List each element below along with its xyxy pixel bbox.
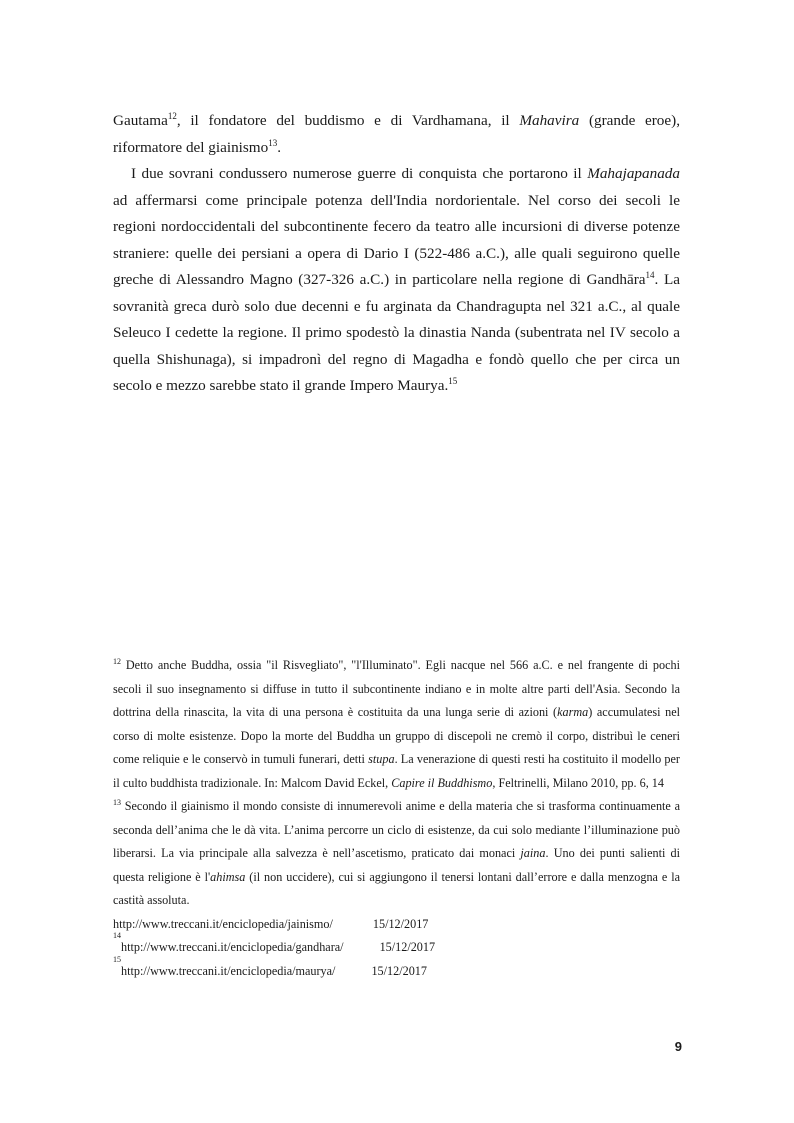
text-run: . La sovranità greca durò solo due decenni e fu arginata da Chandragupta nel 321 a.C., al quale Seleuco I cedette la regione. Il primo spodestò la dinastia Nanda (subentrata nel IV secolo a quella Shishunaga), si impadronì del regno di Magadha e fondò quello che per circa un secolo e mezzo sarebbe stato il grande Impero Maurya.	[113, 271, 680, 394]
footnote-number: 14	[113, 931, 121, 940]
footnote-text: . La venerazione di questi resti ha costituito il modello per il culto buddhista tradizionale. In: Malcom David Eckel,	[113, 752, 680, 790]
footnote-number: 15	[113, 954, 121, 964]
footnote-14	[113, 931, 680, 960]
footnote-ref-12[interactable]: 12	[167, 111, 177, 121]
footnote-ref-13[interactable]: 13	[268, 137, 278, 148]
footnote-13	[113, 795, 680, 913]
source-url[interactable]: http://www.treccani.it/enciclopedia/gandhara/	[121, 940, 344, 954]
footnote-number: 13	[113, 798, 121, 807]
main-text	[113, 108, 680, 400]
source-url[interactable]: http://www.treccani.it/enciclopedia/jainismo/	[113, 916, 333, 931]
footnote-ref-14[interactable]: 14	[645, 270, 655, 280]
term-jaina: jaina	[520, 846, 546, 860]
footnote-15	[113, 954, 680, 984]
footnote-ref-15[interactable]: 15	[448, 376, 458, 386]
access-date: 15/12/2017	[371, 963, 427, 978]
text-run: .	[277, 138, 282, 156]
term-ahimsa: ahimsa	[210, 869, 246, 884]
footnote-text: Detto anche Buddha, ossia "il Risvegliato", "l'Illuminato". Egli nacque nel 566 a.C. e nel frangente di pochi secoli il suo insegnamento si diffuse in tutto il subcontinente indiano e in molte altre parti dell'Asia. Secondo la dottrina della rinascita, la vita di una persona è costituita da una lunga serie di azioni (	[113, 658, 680, 719]
footnote-text: , Feltrinelli, Milano 2010, pp. 6, 14	[492, 775, 664, 790]
access-date: 15/12/2017	[372, 916, 429, 931]
footnote-12	[113, 654, 680, 795]
paragraph-1	[113, 108, 680, 161]
source-url[interactable]: http://www.treccani.it/enciclopedia/maurya/	[121, 963, 336, 978]
book-title: Capire il Buddhismo	[391, 775, 493, 790]
text-run: , il fondatore del buddismo e di Vardhamana, il	[176, 112, 520, 129]
paragraph-2	[113, 161, 680, 400]
footnote-text: ) accumulatesi nel corso di molte esistenze. Dopo la morte del Buddha un gruppo di discepoli ne cremò il corpo, distribuì le ceneri come reliquie e le conservò in tumuli funerari, detti	[113, 705, 680, 766]
footnote-text: . Uno dei punti salienti di questa religione è l'	[113, 846, 680, 884]
footnote-number: 12	[113, 657, 121, 666]
access-date: 15/12/2017	[379, 940, 436, 954]
term-mahavira: Mahavira	[519, 112, 580, 129]
footnotes	[113, 654, 680, 983]
text-run: I due sovrani condussero numerose guerre di conquista che portarono il	[131, 165, 588, 182]
footnote-text: (il non uccidere), cui si aggiungono il tenersi lontani dall’errore e dalla menzogna e la castità assoluta.	[113, 869, 680, 907]
footnote-13-source	[113, 913, 680, 937]
term-stupa: stupa	[368, 752, 395, 766]
text-run: (grande eroe), riformatore del giainismo	[113, 112, 680, 156]
footnote-text: Secondo il giainismo il mondo consiste di innumerevoli anime e della materia che si trasforma continuamente a seconda dell’anima che le dà vita. L’anima percorre un ciclo di esistenze, da cui solo mediante l’illuminazione può liberarsi. La via principale alla salvezza è nell’ascetismo, praticato dai monaci	[113, 799, 680, 860]
term-karma: karma	[557, 705, 589, 719]
term-mahajapanada: Mahajapanada	[587, 165, 680, 182]
text-run: ad affermarsi come principale potenza dell'India nordorientale. Nel corso dei secoli le regioni nordoccidentali del subcontinente fecero da teatro alle incursioni di diverse potenze straniere: quelle dei persiani a opera di Dario I (522-486 a.C.), alle quali seguirono quelle greche di Alessandro Magno (327-326 a.C.) in particolare nella regione di Gandhāra	[113, 191, 680, 288]
text-run: Gautama	[113, 112, 168, 129]
page-number: 9	[674, 1039, 682, 1054]
